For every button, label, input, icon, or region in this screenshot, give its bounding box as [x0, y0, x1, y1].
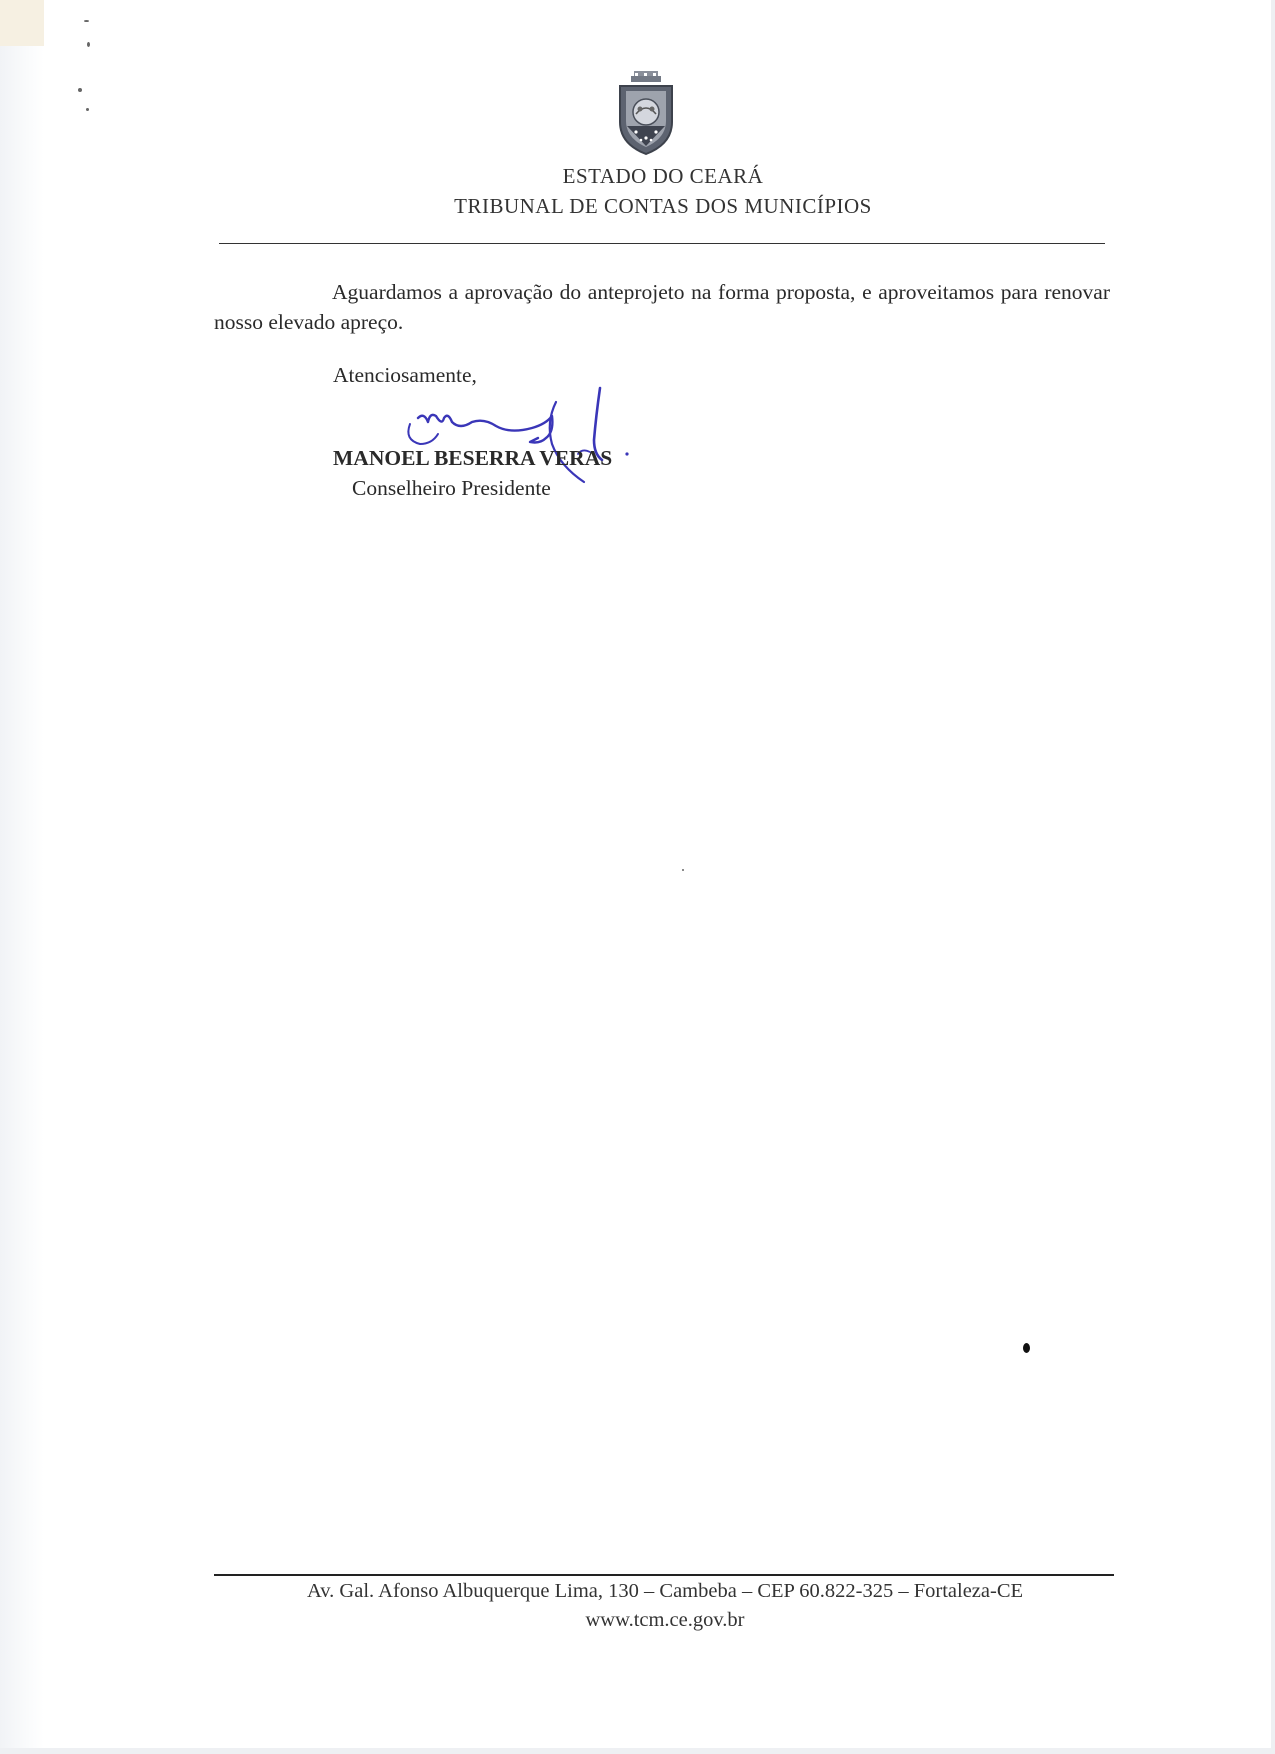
signer-title: Conselheiro Presidente — [352, 476, 551, 500]
footer-website-link[interactable]: www.tcm.ce.gov.br — [585, 1609, 745, 1631]
scan-speck — [1023, 1343, 1030, 1353]
signer-name: MANOEL BESERRA VERAS — [333, 446, 613, 470]
scan-margin-right — [1271, 0, 1275, 1754]
footer-address: Av. Gal. Afonso Albuquerque Lima, 130 – Cambeba – CEP 60.822-325 – Fortaleza-CE — [306, 1580, 1024, 1602]
scan-speck — [682, 869, 684, 871]
scan-speck — [84, 20, 89, 22]
header-institution: TRIBUNAL DE CONTAS DOS MUNICÍPIOS — [454, 194, 872, 218]
body-paragraph-text: Aguardamos a aprovação do anteprojeto na forma proposta, e aproveitamos para renovar nosso elevado apreço. — [214, 280, 1110, 334]
header-state: ESTADO DO CEARÁ — [562, 164, 764, 188]
state-coat-of-arms-icon — [614, 70, 678, 156]
header-divider — [219, 243, 1105, 244]
closing-salutation: Atenciosamente, — [333, 363, 477, 387]
scan-speck — [78, 88, 82, 92]
scan-margin-bottom — [0, 1748, 1275, 1754]
scan-corner-mark — [0, 0, 44, 46]
footer-divider — [214, 1574, 1114, 1576]
scan-margin-left — [0, 0, 44, 1754]
scan-speck — [87, 42, 90, 47]
body-paragraph — [214, 277, 1110, 337]
scan-speck — [86, 108, 89, 111]
